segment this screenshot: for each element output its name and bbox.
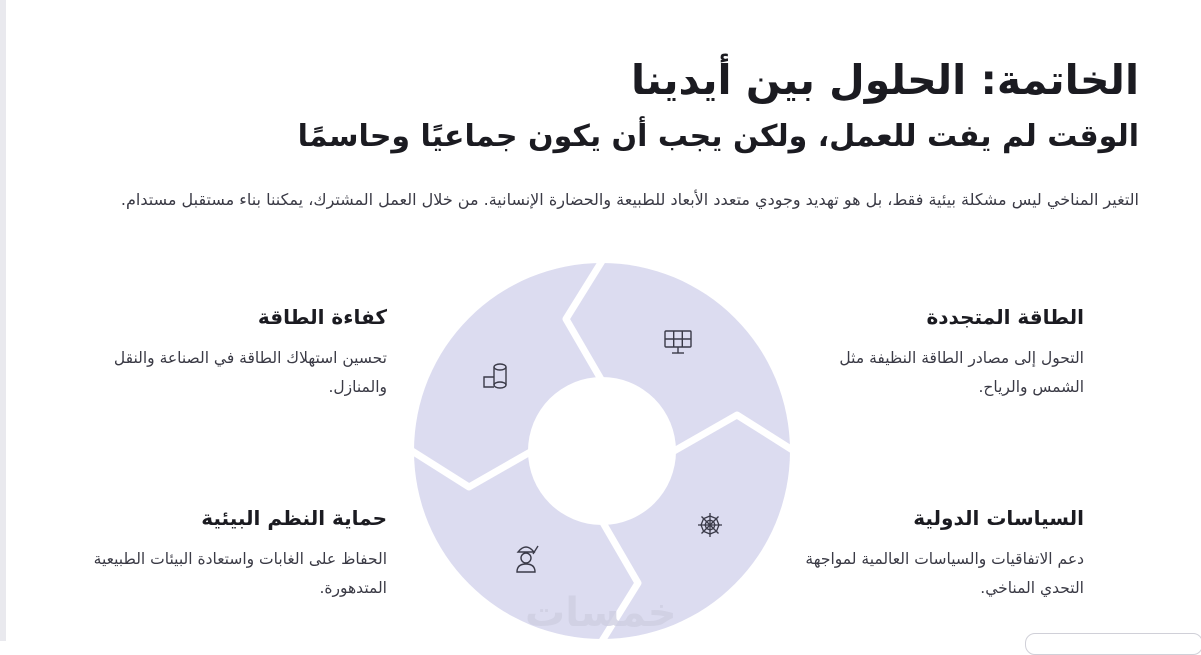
page-subtitle: الوقت لم يفت للعمل، ولكن يجب أن يكون جماعيًا وحاسمًا	[297, 119, 1139, 154]
card-renewable-energy	[814, 302, 1084, 402]
card-title: حماية النظم البيئية	[201, 506, 387, 530]
corner-widget	[1025, 633, 1201, 655]
intro-paragraph: التغير المناخي ليس مشكلة بيئية فقط، بل هو تهديد وجودي متعدد الأبعاد للطبيعة والحضارة الإنسانية. من خلال العمل المشترك، يمكننا بناء مستقبل مستدام.	[120, 190, 1139, 209]
cycle-ring	[414, 263, 790, 639]
card-title: الطاقة المتجددة	[926, 305, 1084, 329]
card-text: دعم الاتفاقيات والسياسات العالمية لمواجهة التحدي المناخي.	[805, 550, 1084, 597]
cycle-diagram	[412, 261, 794, 641]
card-text: تحسين استهلاك الطاقة في الصناعة والنقل والمنازل.	[113, 349, 387, 396]
page-title: الخاتمة: الحلول بين أيدينا	[630, 56, 1139, 104]
card-energy-efficiency	[82, 302, 387, 402]
spider-web-icon	[698, 513, 722, 537]
card-ecosystem-protection	[82, 503, 387, 603]
card-title: كفاءة الطاقة	[257, 305, 387, 329]
card-title: السياسات الدولية	[913, 506, 1084, 530]
card-text: الحفاظ على الغابات واستعادة البيئات الطبيعية المتدهورة.	[93, 550, 387, 597]
card-text: التحول إلى مصادر الطاقة النظيفة مثل الشمس والرياح.	[839, 349, 1084, 396]
card-international-policies	[764, 503, 1084, 603]
watermark-logo: خمسات	[525, 590, 677, 636]
left-scroll-edge	[0, 0, 6, 641]
